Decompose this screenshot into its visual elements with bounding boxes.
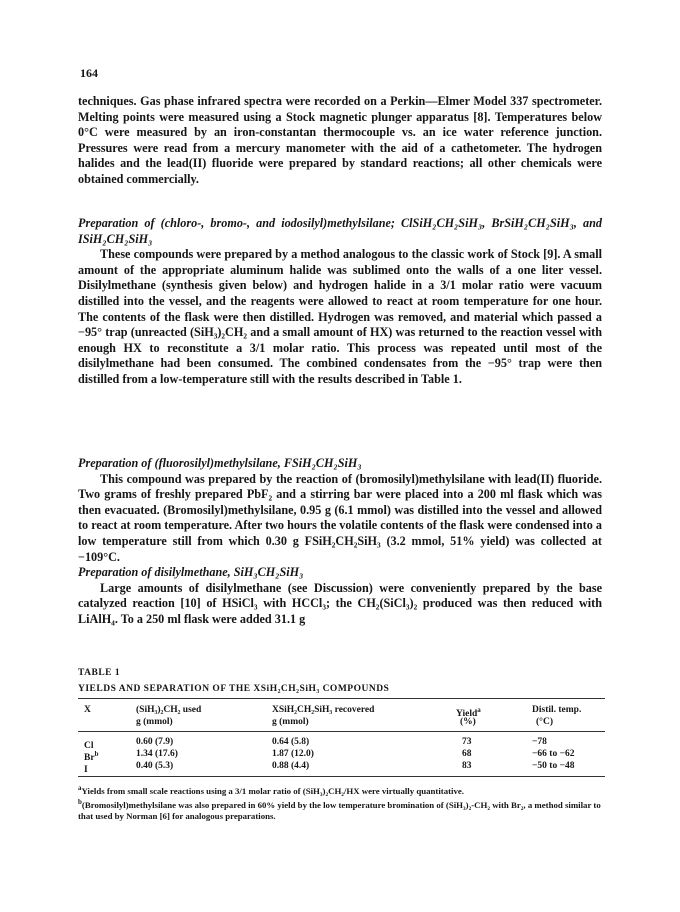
table-cell-temp: −66 to −62 xyxy=(532,749,575,759)
intro-text: techniques. Gas phase infrared spectra were recorded on a Perkin—Elmer Model 337 spectrometer. Melting points were measured using a Stock magnetic plunger apparatus [8]. Temperatures below 0°C were measured by an iron-constantan thermocouple vs. an ice water reference junction. Pressures were read from a mercury manometer with the aid of a cathetometer. The hydrogen halides and the lead(II) fluoride were prepared by standard reactions; all other chemicals were obtained commercially. xyxy=(78,94,602,186)
table-cell-yield: 83 xyxy=(462,761,472,771)
table-header-rule xyxy=(78,731,605,732)
table-title: YIELDS AND SEPARATION OF THE XSiH₂CH₂SiH₃ COMPOUNDS xyxy=(78,684,390,694)
table-cell-recovered: 1.87 (12.0) xyxy=(272,749,314,759)
table-footnotes xyxy=(78,783,605,822)
table-header-temp: Distil. temp. xyxy=(532,705,582,715)
table-header-x: X xyxy=(84,705,91,715)
section-halosilyl xyxy=(78,216,602,388)
table-header-yield: Yield$^a$ xyxy=(456,706,481,720)
footnote-a: $^a$Yields from small scale reactions using a 3/1 molar ratio of (SiH₃)₂CH₂/HX were virtually quantitative. xyxy=(78,784,464,796)
table-cell-used: 0.40 (5.3) xyxy=(136,761,174,771)
table-header-used: (SiH₃)₂CH₂ used xyxy=(136,705,202,715)
table-header-recovered: XSiH₂CH₂SiH₃ recovered xyxy=(272,705,375,715)
table-cell-recovered: 0.64 (5.8) xyxy=(272,737,310,747)
section-heading: Preparation of (chloro-, bromo-, and iodosilyl)methylsilane; ClSiH₂CH₂SiH₃, BrSiH₂CH₂SiH₃, and ISiH₂CH₂SiH₃ xyxy=(78,216,602,246)
table-cell-temp: −50 to −48 xyxy=(532,761,575,771)
table-cell-used: 1.34 (17.6) xyxy=(136,749,178,759)
section-body: Large amounts of disilylmethane (see Discussion) were conveniently prepared by the base catalyzed reaction [10] of HSiCl₃ with HCCl₃; the CH₂(SiCl₃)₂ produced was then reduced with LiAlH₄. To a 250 ml flask were added 31.1 g xyxy=(78,580,602,626)
table-header-recovered-unit: g (mmol) xyxy=(272,717,309,727)
section-body: These compounds were prepared by a method analogous to the classic work of Stock [9]. A small amount of the appropriate aluminum halide was sublimed onto the walls of a one liter vessel. Disilylmethane (synthesis given below) and hydrogen halide in a 3/1 molar ratio were vacuum distilled into the vessel, and the reagents were allowed to react at room temperature for one hour. The contents of the flask were then distilled. Hydrogen was removed, and material which passed a −95° trap (unreacted (SiH₃)₂CH₂ and a small amount of HX) was returned to the reaction vessel with enough HX to reconstitute a 3/1 molar ratio. This process was repeated until most of the disilylmethane had been consumed. The combined condensates from the −95° trap were then distilled from a low-temperature still with the results described in Table 1. xyxy=(78,247,602,386)
section-body: This compound was prepared by the reaction of (bromosilyl)methylsilane with lead(II) fluoride. Two grams of freshly prepared PbF₂ and a stirring bar were placed into a 200 ml flask which was then evacuated. (Bromosilyl)methylsilane, 0.95 g (6.1 mmol) was distilled into the vessel and allowed to react at room temperature. After two hours the volatile contents of the flask were condensed into a low temperature still from which 0.30 g FSiH₂CH₂SiH₃ (3.2 mmol, 51% yield) was collected at −109°C. xyxy=(78,471,602,564)
table-cell-yield: 73 xyxy=(462,737,472,747)
table-cell-used: 0.60 (7.9) xyxy=(136,737,174,747)
table-header-used-unit: g (mmol) xyxy=(136,717,173,727)
table-header-yield-unit: (%) xyxy=(460,717,476,727)
table-label: TABLE 1 xyxy=(78,668,121,678)
table-cell-x: Br$^b$ xyxy=(84,750,99,764)
table-cell-x: Cl xyxy=(84,741,94,752)
table-header-temp-unit: (°C) xyxy=(536,717,553,727)
section-disilylmethane xyxy=(78,565,602,627)
page-number: 164 xyxy=(80,66,98,80)
table-top-rule xyxy=(78,698,605,699)
table-cell-x: I xyxy=(84,765,88,776)
section-heading: Preparation of (fluorosilyl)methylsilane, FSiH₂CH₂SiH₃ xyxy=(78,456,362,470)
table-cell-temp: −78 xyxy=(532,737,547,747)
table-cell-recovered: 0.88 (4.4) xyxy=(272,761,310,771)
section-heading: Preparation of disilylmethane, SiH₃CH₂SiH₃ xyxy=(78,565,304,579)
footnote-b: $^b$(Bromosilyl)methylsilane was also prepared in 60% yield by the low temperature bromination of (SiH₃)₂-CH₂ with Br₂, a method similar to that used by Norman [6] for analogous preparations. xyxy=(78,797,601,821)
table-bottom-rule xyxy=(78,776,605,777)
section-fluorosilyl xyxy=(78,456,602,565)
table-cell-yield: 68 xyxy=(462,749,472,759)
intro-paragraph xyxy=(78,94,602,188)
